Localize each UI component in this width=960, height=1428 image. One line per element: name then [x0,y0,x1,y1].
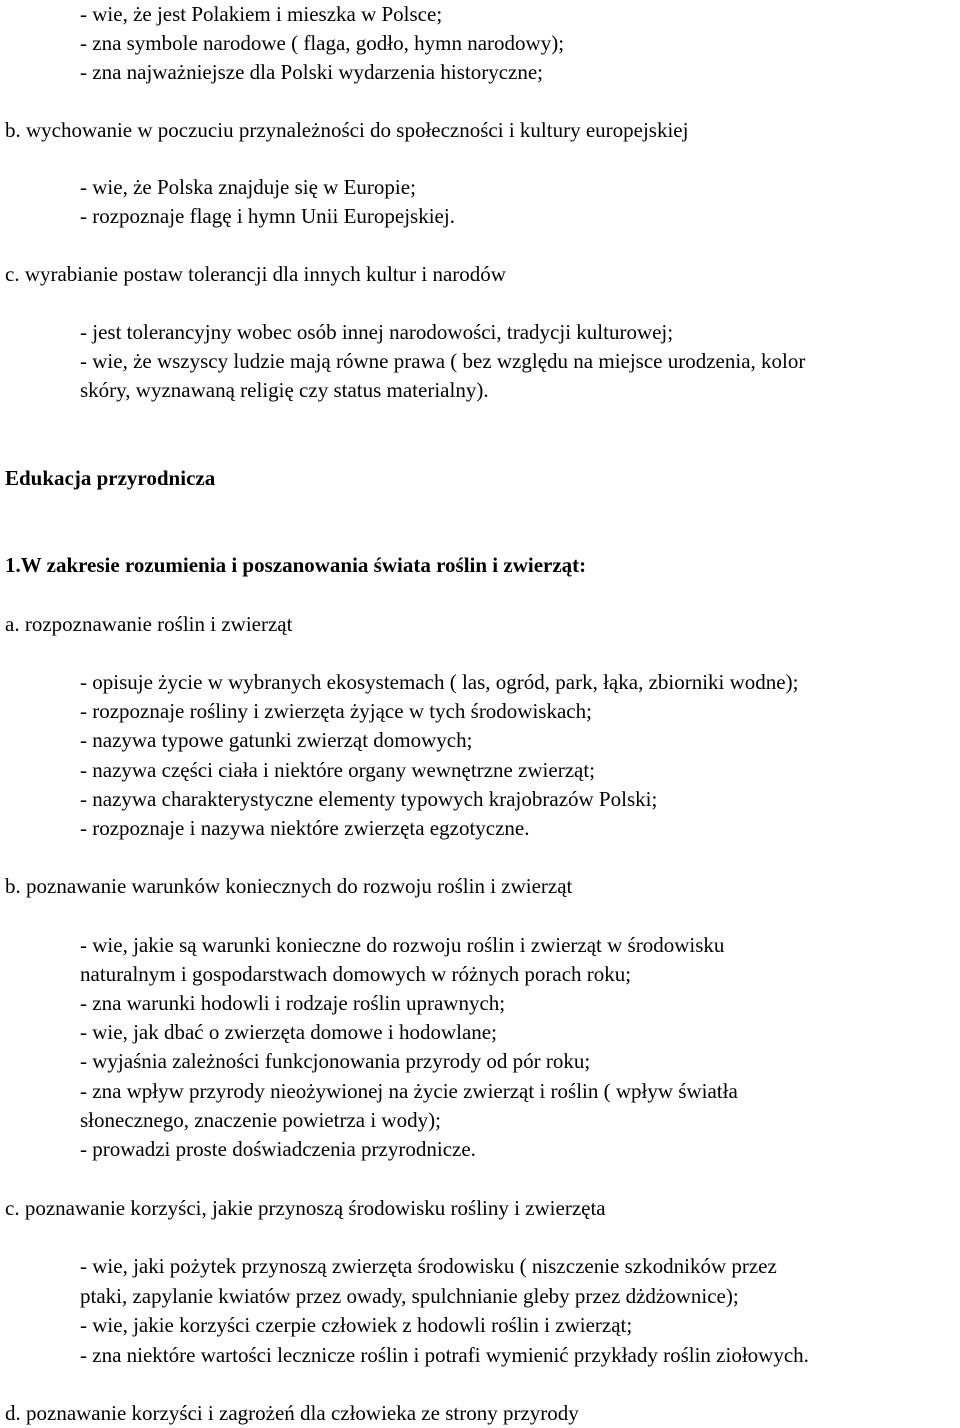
list-item: - wie, że Polska znajduje się w Europie; [80,175,416,199]
list-item: - opisuje życie w wybranych ekosystemach ( las, ogród, park, łąka, zbiorniki wodne); [80,670,799,694]
list-item: - rozpoznaje flagę i hymn Unii Europejskiej. [80,204,455,228]
list-item: słonecznego, znaczenie powietrza i wody); [80,1108,441,1132]
section-heading-c: c. poznawanie korzyści, jakie przynoszą środowisku rośliny i zwierzęta [5,1196,606,1220]
list-item: - prowadzi proste doświadczenia przyrodnicze. [80,1137,476,1161]
list-item: - wie, że wszyscy ludzie mają równe prawa ( bez względu na miejsce urodzenia, kolor [80,349,806,373]
list-item: - zna wpływ przyrody nieożywionej na życie zwierząt i roślin ( wpływ światła [80,1079,738,1103]
list-item: - zna symbole narodowe ( flaga, godło, hymn narodowy); [80,31,565,55]
section-heading-b: b. wychowanie w poczuciu przynależności do społeczności i kultury europejskiej [5,118,689,142]
list-item: - nazywa części ciała i niektóre organy wewnętrzne zwierząt; [80,758,596,782]
list-item: skóry, wyznawaną religię czy status materialny). [80,378,489,402]
section-title: Edukacja przyrodnicza [5,466,216,490]
subsection-title: 1.W zakresie rozumienia i poszanowania świata roślin i zwierząt: [5,553,587,577]
section-heading-c: c. wyrabianie postaw tolerancji dla innych kultur i narodów [5,262,506,286]
section-heading-d: d. poznawanie korzyści i zagrożeń dla człowieka ze strony przyrody [5,1401,579,1425]
list-item: naturalnym i gospodarstwach domowych w różnych porach roku; [80,962,632,986]
list-item: ptaki, zapylanie kwiatów przez owady, spulchnianie gleby przez dżdżownice); [80,1284,739,1308]
list-item: - nazywa charakterystyczne elementy typowych krajobrazów Polski; [80,787,658,811]
list-item: - wie, że jest Polakiem i mieszka w Polsce; [80,2,443,26]
list-item: - wie, jak dbać o zwierzęta domowe i hodowlane; [80,1020,497,1044]
list-item: - wie, jakie korzyści czerpie człowiek z hodowli roślin i zwierząt; [80,1313,633,1337]
section-heading-a: a. rozpoznawanie roślin i zwierząt [5,612,293,636]
list-item: - rozpoznaje i nazywa niektóre zwierzęta egzotyczne. [80,816,530,840]
list-item: - nazywa typowe gatunki zwierząt domowych; [80,728,473,752]
list-item: - wyjaśnia zależności funkcjonowania przyrody od pór roku; [80,1049,591,1073]
section-heading-b: b. poznawanie warunków koniecznych do rozwoju roślin i zwierząt [5,874,573,898]
list-item: - zna warunki hodowli i rodzaje roślin uprawnych; [80,991,506,1015]
list-item: - zna niektóre wartości lecznicze roślin i potrafi wymienić przykłady roślin ziołowych. [80,1343,809,1367]
list-item: - wie, jaki pożytek przynoszą zwierzęta środowisku ( niszczenie szkodników przez [80,1254,777,1278]
list-item: - wie, jakie są warunki konieczne do rozwoju roślin i zwierząt w środowisku [80,933,725,957]
list-item: - zna najważniejsze dla Polski wydarzenia historyczne; [80,60,543,84]
list-item: - jest tolerancyjny wobec osób innej narodowości, tradycji kulturowej; [80,320,674,344]
list-item: - rozpoznaje rośliny i zwierzęta żyjące w tych środowiskach; [80,699,592,723]
